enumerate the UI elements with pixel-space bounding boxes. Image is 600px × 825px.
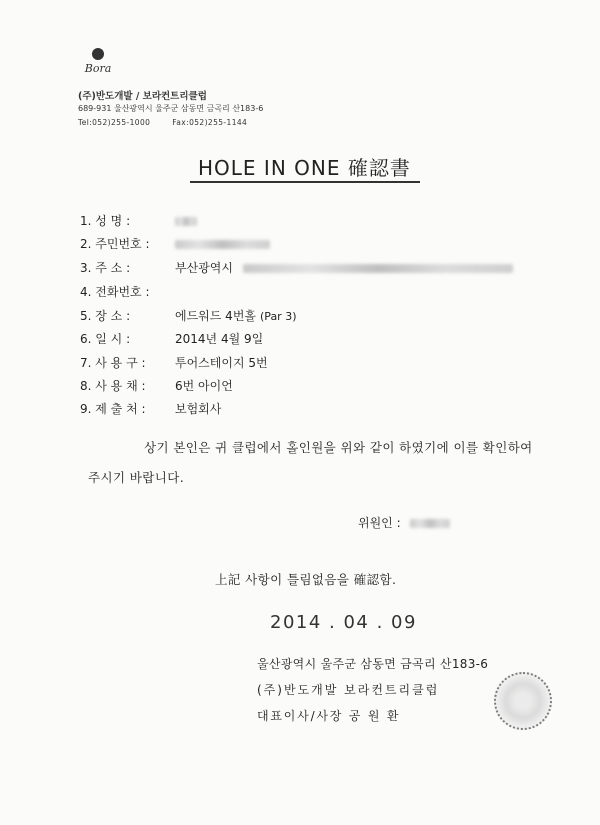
document-title: HOLE IN ONE 確認書: [198, 156, 411, 180]
title-underline: [190, 181, 420, 183]
field-club: [80, 377, 233, 399]
company-seal-stamp: [494, 672, 552, 730]
issue-date: 2014 . 04 . 09: [270, 612, 417, 633]
field-location: [80, 307, 297, 329]
field-resident-number: [80, 235, 270, 257]
field-value-extra: (Par 3): [260, 310, 297, 323]
letterhead-phones: [78, 118, 247, 127]
redacted-applicant-name: [410, 519, 450, 528]
field-label: 1. 성 명 :: [80, 214, 131, 228]
letterhead-tel: Tel:052)255-1000: [78, 118, 151, 127]
confirmation-statement: 上記 사항이 틀림없음을 確認함.: [215, 572, 397, 587]
field-label: 3. 주 소 :: [80, 261, 131, 275]
field-address: [80, 259, 513, 281]
field-datetime: [80, 330, 263, 352]
applicant-label: 위원인 :: [358, 516, 401, 530]
field-ball: [80, 354, 268, 376]
field-label: 2. 주민번호 :: [80, 237, 150, 251]
field-value: 2014년 4월 9일: [175, 332, 264, 346]
applicant-line: [358, 514, 450, 531]
field-value: 에드워드 4번홀: [175, 309, 257, 323]
redacted-value: [243, 264, 513, 273]
letterhead-fax: Fax:052)255-1144: [172, 118, 248, 127]
field-label: 4. 전화번호 :: [80, 285, 150, 299]
field-phone: [80, 283, 175, 305]
field-value: 6번 아이언: [175, 379, 233, 393]
issuer-address: 울산광역시 울주군 삼동면 금곡리 산183-6: [257, 657, 489, 671]
field-label: 5. 장 소 :: [80, 309, 131, 323]
field-submit-to: [80, 400, 221, 422]
logo-text: Bora: [84, 62, 112, 75]
field-value: 보험회사: [175, 402, 222, 416]
logo-emblem-icon: [92, 48, 104, 60]
redacted-value: [175, 240, 270, 249]
field-label: 7. 사 용 구 :: [80, 356, 146, 370]
letterhead-company: (주)반도개발 / 보라컨트리클럽: [78, 91, 207, 102]
redacted-value: [175, 217, 197, 226]
field-label: 9. 제 출 처 :: [80, 402, 146, 416]
field-label: 8. 사 용 채 :: [80, 379, 146, 393]
letterhead-address: 689-931 울산광역시 울주군 삼동면 금곡리 산183-6: [78, 104, 264, 113]
company-logo: [78, 48, 118, 75]
field-value: 투어스테이지 5번: [175, 356, 268, 370]
issuer-representative: 대표이사/사장 공 원 환: [257, 709, 401, 723]
field-label: 6. 일 시 :: [80, 332, 131, 346]
field-value: 부산광역시: [175, 261, 233, 275]
issuer-company: (주)반도개발 보라컨트리클럽: [257, 683, 440, 697]
field-name: [80, 212, 197, 234]
request-statement: 상기 본인은 귀 클럽에서 홀인원을 위와 같이 하였기에 이를 확인하여 주시기 바랍니다.: [88, 440, 533, 485]
